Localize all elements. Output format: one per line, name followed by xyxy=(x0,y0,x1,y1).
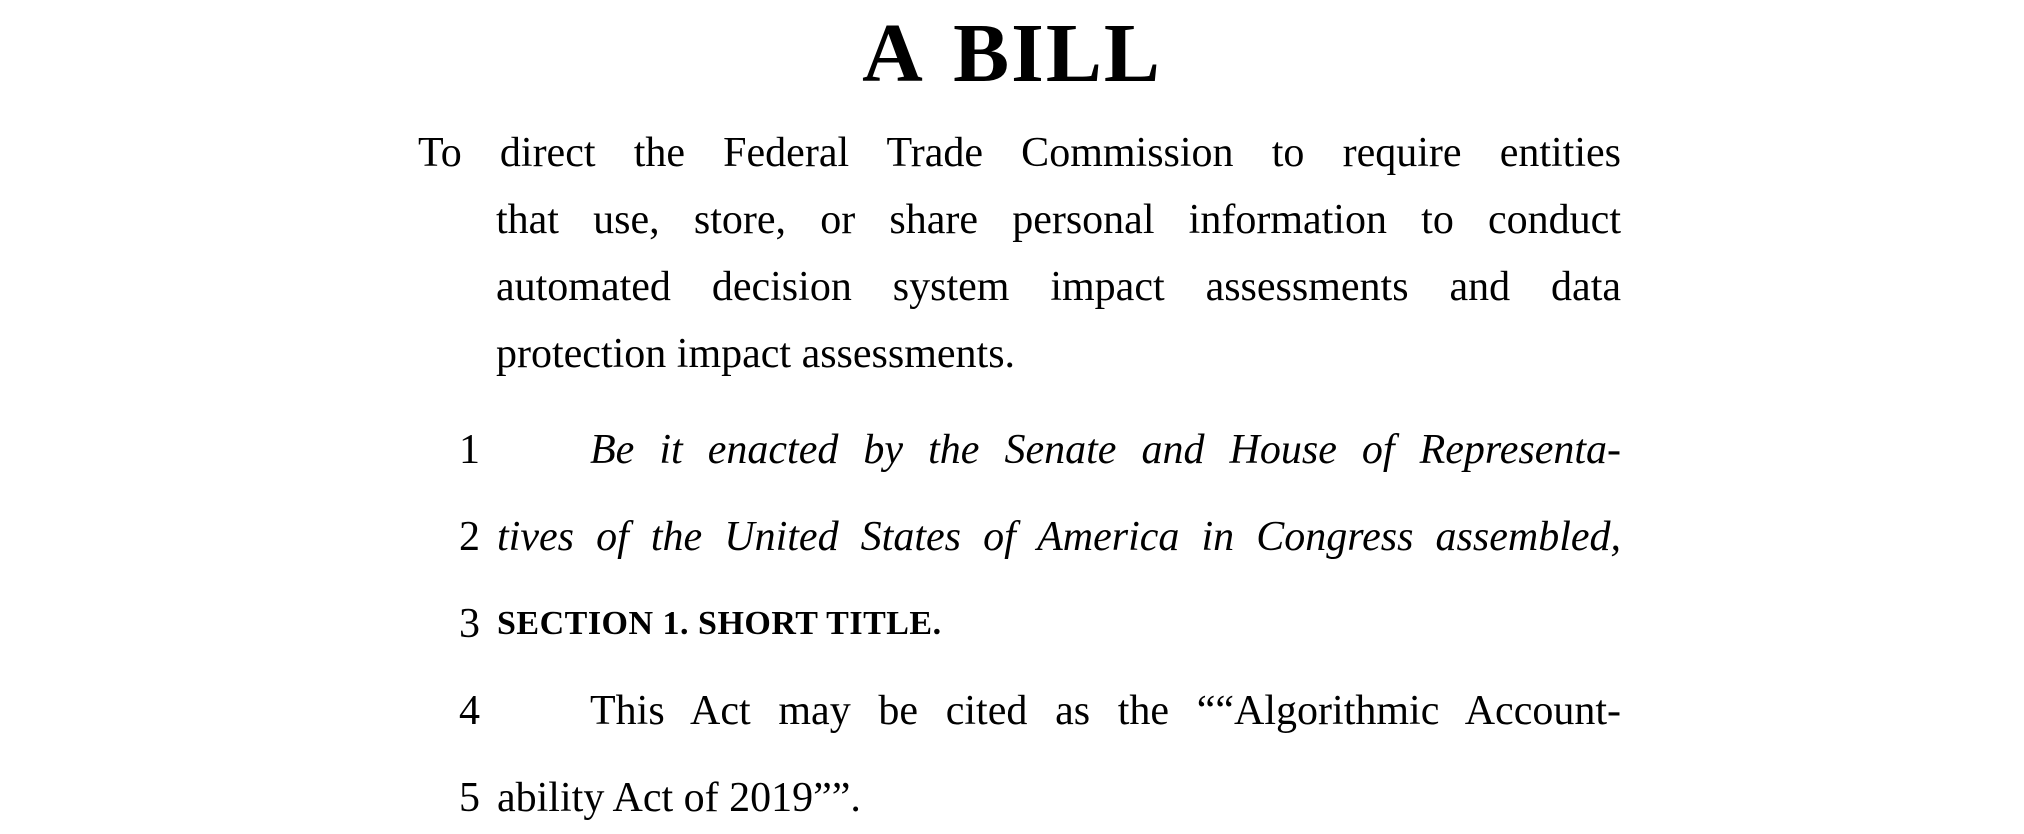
purpose-line: To direct the Federal Trade Commission to require entities xyxy=(418,130,1621,176)
line-number: 2 xyxy=(459,514,480,560)
bill-line-5 xyxy=(0,768,2024,828)
bill-line-2 xyxy=(0,507,2024,567)
purpose-line: protection impact assessments. xyxy=(496,331,1016,377)
bill-line-1 xyxy=(0,420,2024,480)
short-title-text: This Act may be cited as the ““Algorithmic Account- xyxy=(590,688,1621,734)
enacting-clause-text: tives of the United States of America in Congress assembled, xyxy=(497,514,1621,560)
bill-title: A BILL xyxy=(862,7,1162,100)
section-heading: SECTION 1. SHORT TITLE. xyxy=(497,605,942,642)
purpose-line: automated decision system impact assessments and data xyxy=(496,264,1621,310)
enacting-clause-text: Be it enacted by the Senate and House of Representa- xyxy=(590,427,1621,473)
bill-line-3 xyxy=(0,594,2024,654)
bill-line-4 xyxy=(0,681,2024,741)
bill-purpose xyxy=(418,120,1621,388)
purpose-line: that use, store, or share personal information to conduct xyxy=(496,197,1621,243)
line-number: 4 xyxy=(459,688,480,734)
line-number: 1 xyxy=(459,427,480,473)
line-number: 3 xyxy=(459,601,480,647)
line-number: 5 xyxy=(459,775,480,821)
short-title-text: ability Act of 2019””. xyxy=(497,775,861,821)
